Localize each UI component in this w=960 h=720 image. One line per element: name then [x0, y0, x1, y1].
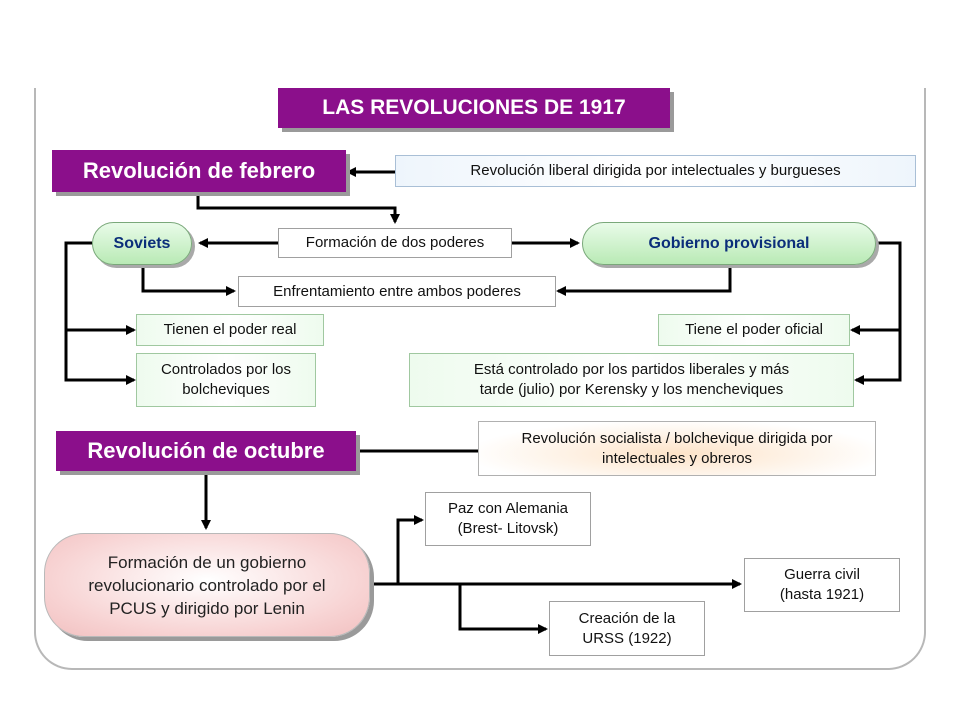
confrontation-box: Enfrentamiento entre ambos poderes [238, 276, 556, 307]
octubre-heading: Revolución de octubre [56, 431, 356, 471]
connector-febrero-down [198, 195, 395, 222]
lenin-government-node: Formación de un gobierno revolucionario controlado por el PCUS y dirigido por Lenin [44, 533, 370, 637]
febrero-heading: Revolución de febrero [52, 150, 346, 192]
dual-power-box: Formación de dos poderes [278, 228, 512, 258]
connector-soviets-enfrentamiento [143, 267, 234, 291]
connector-gobierno-bracket [856, 243, 900, 380]
urss-creation-box: Creación de la URSS (1922) [549, 601, 705, 656]
connector-to-peace [398, 520, 422, 584]
page-title: LAS REVOLUCIONES DE 1917 [278, 88, 670, 128]
soviets-control-box: Controlados por los bolcheviques [136, 353, 316, 407]
gobierno-control-box: Está controlado por los partidos liberales y más tarde (julio) por Kerensky y los mencheviques [409, 353, 854, 407]
connector-gobierno-enfrentamiento [558, 267, 730, 291]
octubre-description: Revolución socialista / bolchevique dirigida por intelectuales y obreros [478, 421, 876, 476]
connector-to-urss [460, 584, 546, 629]
soviets-power-box: Tienen el poder real [136, 314, 324, 346]
gobierno-power-box: Tiene el poder oficial [658, 314, 850, 346]
soviets-node: Soviets [92, 222, 192, 265]
peace-germany-box: Paz con Alemania (Brest- Litovsk) [425, 492, 591, 546]
civil-war-box: Guerra civil (hasta 1921) [744, 558, 900, 612]
febrero-description: Revolución liberal dirigida por intelectuales y burgueses [395, 155, 916, 187]
gobierno-provisional-node: Gobierno provisional [582, 222, 876, 265]
